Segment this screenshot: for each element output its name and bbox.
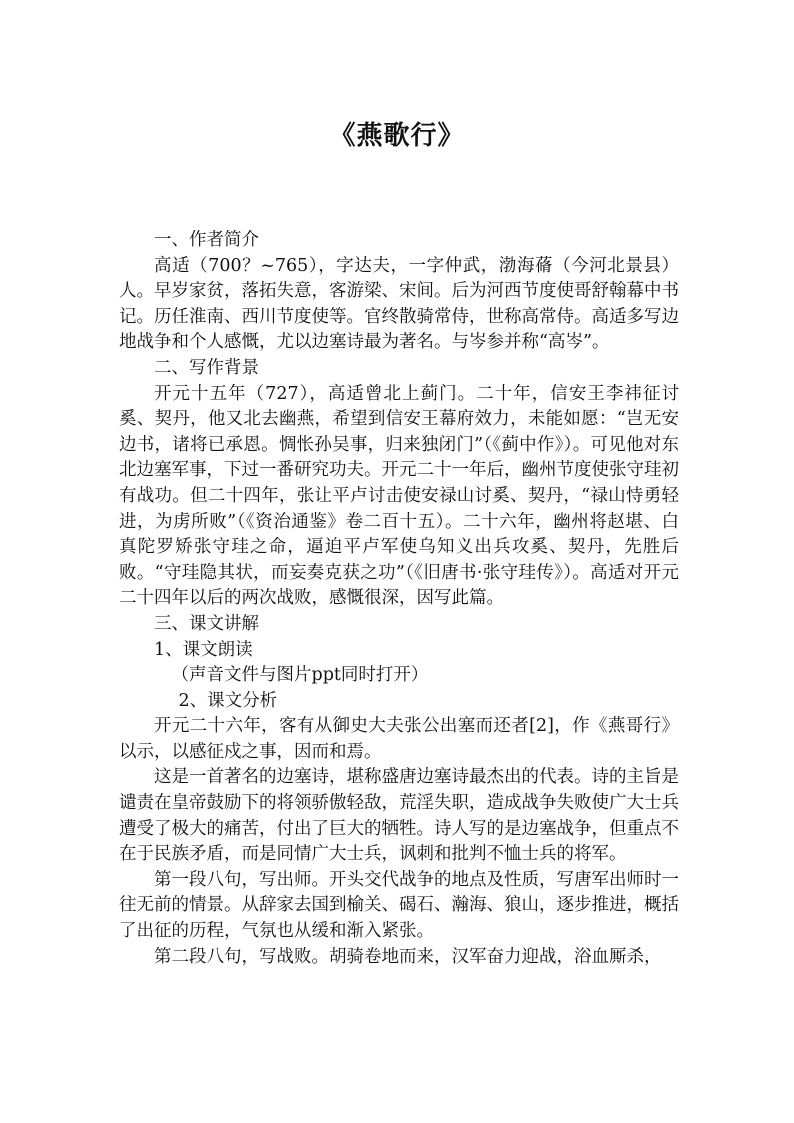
document-body [119, 228, 679, 970]
analysis-paragraph-3: 第一段八句，写出师。开头交代战争的地点及性质，写唐军出师时一往无前的情景。从辞家去国到榆关、碣石、瀚海、狼山，逐步推进，概括了出征的历程，气氛也从缓和渐入紧张。 [119, 869, 679, 942]
author-paragraph: 高适（700？~765），字达夫，一字仲武，渤海蓨（今河北景县）人。早岁家贫，落拓失意，客游梁、宋间。后为河西节度使哥舒翰幕中书记。历任淮南、西川节度使等。官终散骑常侍，世称高常侍。高适多写边地战争和个人感慨，尤以边塞诗最为著名。与岑参并称“高岑”。 [119, 255, 679, 353]
lesson-heading: 三、课文讲解 [154, 613, 259, 634]
reading-heading: 1、课文朗读 [154, 639, 253, 660]
background-heading: 二、写作背景 [154, 357, 259, 378]
background-paragraph: 开元十五年（727），高适曾北上蓟门。二十年，信安王李祎征讨奚、契丹，他又北去幽燕，希望到信安王幕府效力，未能如愿：“岂无安边书，诸将已承恩。惆怅孙吴事，归来独闭门”（《蓟中作》）。可见他对东北边塞军事，下过一番研究功夫。开元二十一年后，幽州节度使张守珪初有战功。但二十四年，张让平卢讨击使安禄山讨奚、契丹，“禄山恃勇轻进，为虏所败”（《资治通鉴》卷二百十五）。二十六年，幽州将赵堪、白真陀罗矫张守珪之命，逼迫平卢军使乌知义出兵攻奚、契丹，先胜后败。“守珪隐其状，而妄奏克获之功”（《旧唐书·张守珪传》）。高适对开元二十四年以后的两次战败，感慨很深，因写此篇。 [119, 383, 679, 609]
analysis-paragraph-1: 开元二十六年，客有从御史大夫张公出塞而还者[2]，作《燕哥行》以示，以感征戍之事，因而和焉。 [119, 716, 679, 762]
document-title: 《燕歌行》 [329, 121, 465, 151]
analysis-heading: 2、课文分析 [178, 690, 278, 711]
analysis-paragraph-2: 这是一首著名的边塞诗，堪称盛唐边塞诗最杰出的代表。诗的主旨是谴责在皇帝鼓励下的将领骄傲轻敌，荒淫失职，造成战争失败使广大士兵遭受了极大的痛苦，付出了巨大的牺牲。诗人写的是边塞战争，但重点不在于民族矛盾，而是同情广大士兵，讽刺和批判不恤士兵的将军。 [119, 767, 679, 865]
author-heading: 一、作者简介 [154, 230, 259, 250]
reading-note: （声音文件与图片ppt同时打开） [171, 665, 429, 686]
analysis-paragraph-4: 第二段八句，写战败。胡骑卷地而来，汉军奋力迎战，浴血厮杀， [154, 946, 662, 967]
